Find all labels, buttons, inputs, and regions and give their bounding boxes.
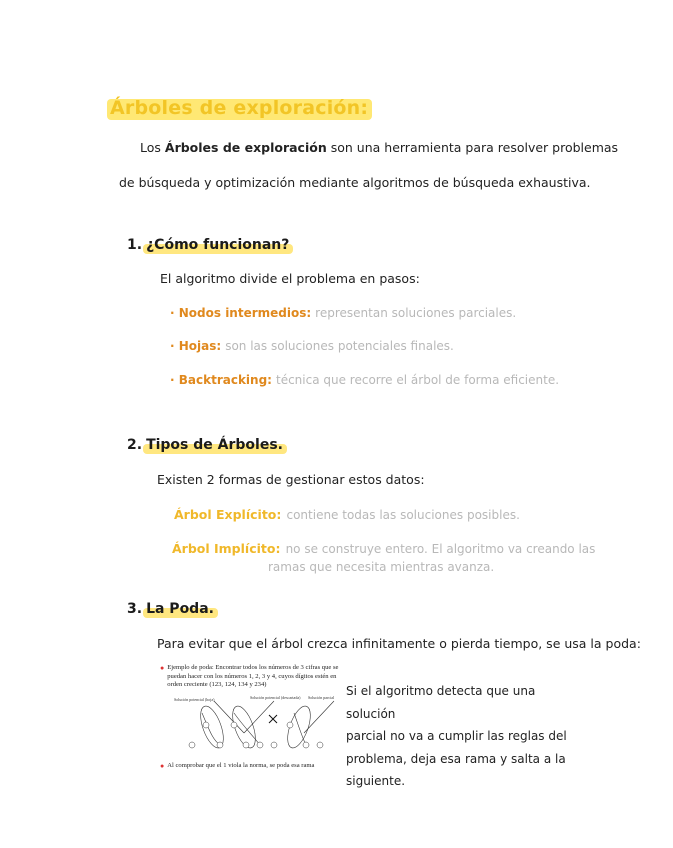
- slide-label-mid: Solución potencial (descartada): [250, 694, 301, 700]
- slide-bullet-1: ● Ejemplo de poda: Encontrar todos los números de 3 cifras que se puedan hacer con los números 1, 2, 3 y 4, cuyos dígitos estén en orden creciente (123, 124, 134 y 234): [160, 664, 339, 689]
- intro-term: Árboles de exploración: [164, 140, 327, 155]
- explicit-tree: Árbol Explícito: contiene todas las soluciones posibles.: [174, 507, 520, 522]
- section-2-lead: Existen 2 formas de gestionar estos datos:: [157, 472, 425, 487]
- section-3-heading: 3. La Poda.: [127, 601, 214, 617]
- page-title: Árboles de exploración:: [110, 97, 369, 119]
- pruning-note: Si el algoritmo detecta que una solución parcial no va a cumplir las reglas del problema, deja esa rama y salta a la siguiente.: [346, 684, 567, 788]
- section-1-lead: El algoritmo divide el problema en pasos:: [160, 271, 420, 286]
- section-1-heading: 1. ¿Cómo funcionan?: [127, 237, 290, 253]
- bullet-icon: ●: [160, 762, 165, 771]
- list-item: · Backtracking: técnica que recorre el árbol de forma eficiente.: [170, 373, 560, 387]
- prune-x-icon: [269, 715, 277, 723]
- implicit-tree-cont: ramas que necesita mientras avanza.: [268, 560, 495, 574]
- section-3-lead: Para evitar que el árbol crezca infinitamente o pierda tiempo, se usa la poda:: [157, 636, 641, 651]
- list-item: · Nodos intermedios: representan soluciones parciales.: [170, 306, 517, 320]
- section-2-heading: 2. Tipos de Árboles.: [127, 437, 283, 453]
- slide-bullet-2: ● Al comprobar que el 1 viola la norma, se poda esa rama: [160, 762, 315, 771]
- intro-line-2: de búsqueda y optimización mediante algoritmos de búsqueda exhaustiva.: [119, 175, 591, 190]
- slide-label-left: Solución potencial (hoja): [174, 696, 215, 702]
- implicit-tree: Árbol Implícito: no se construye entero. El algoritmo va creando las: [172, 541, 596, 556]
- pruning-example-slide: [160, 664, 340, 784]
- intro-line-1: Los Árboles de exploración son una herramienta para resolver problemas: [140, 140, 619, 155]
- bullet-icon: ●: [160, 664, 165, 672]
- pruning-tree-diagram: [174, 693, 346, 753]
- tree-edges: [214, 701, 334, 733]
- list-item: · Hojas: son las soluciones potenciales finales.: [170, 339, 454, 353]
- slide-label-right: Solución parcial: [308, 694, 335, 700]
